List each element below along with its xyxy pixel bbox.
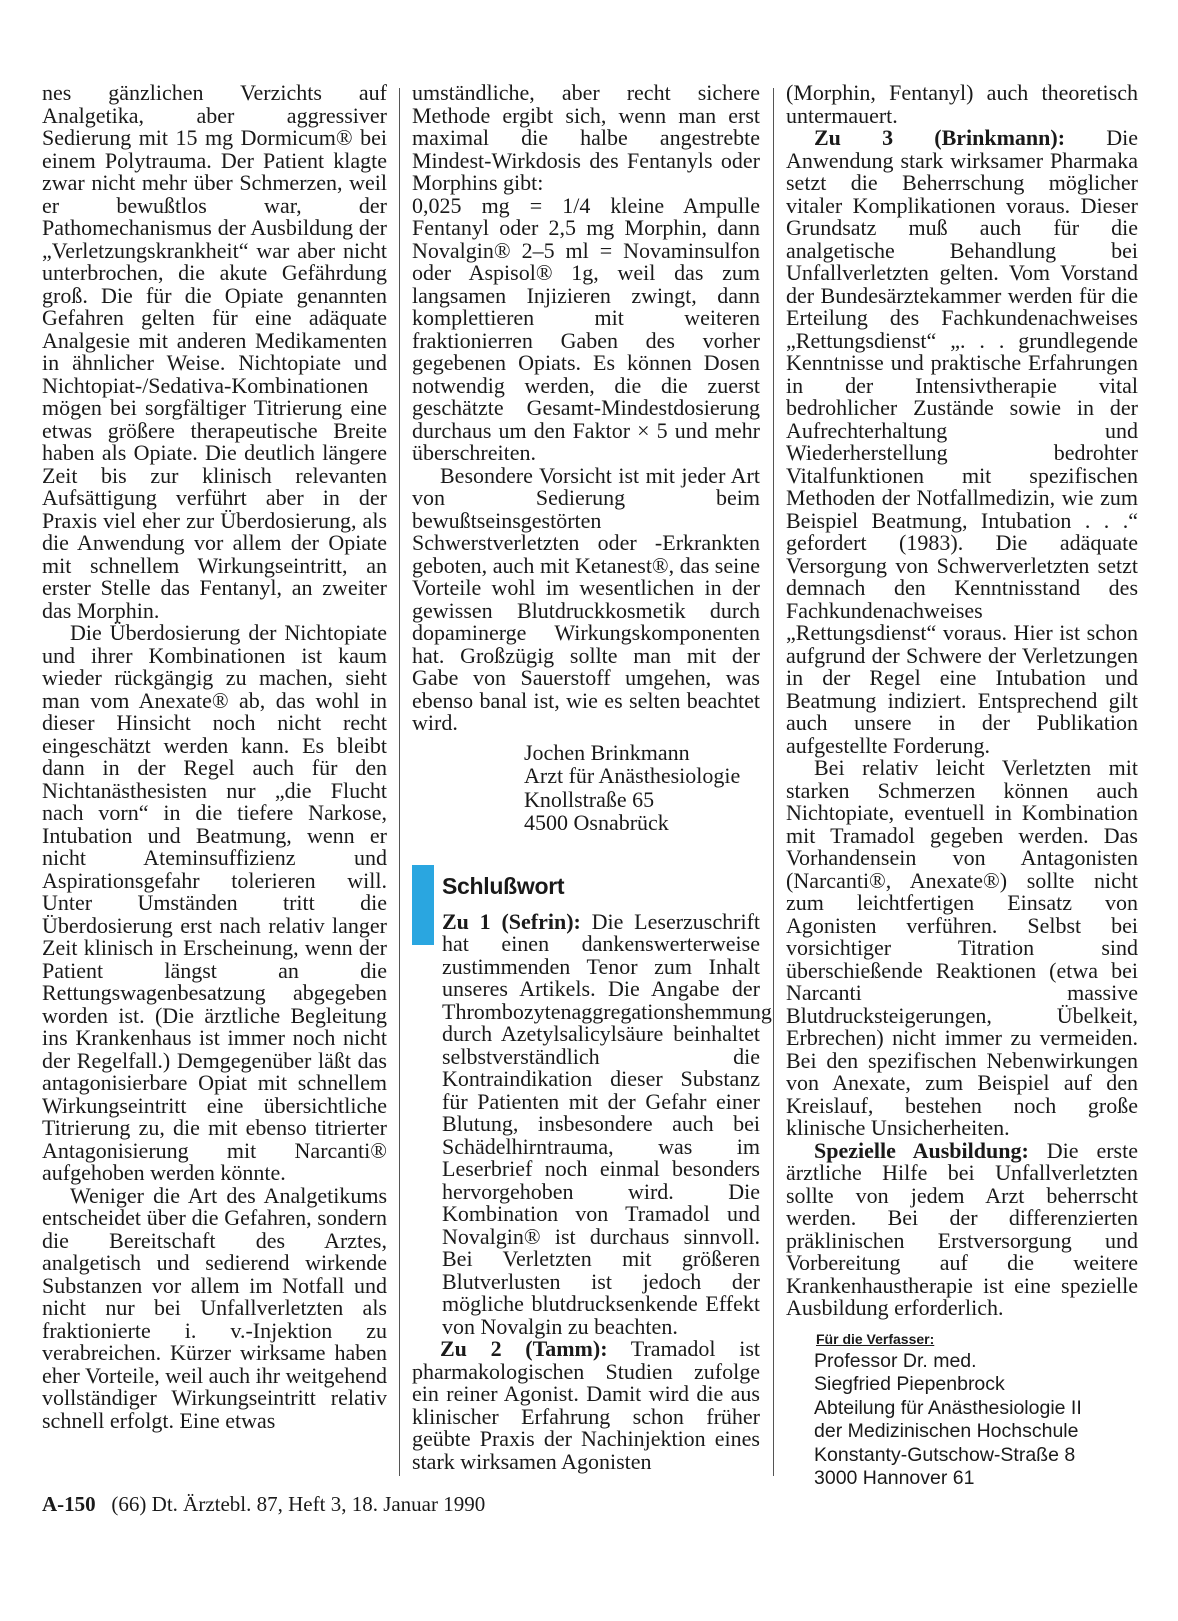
column-3 [786, 82, 1138, 1491]
paragraph-spezielle-ausbildung [786, 1137, 1138, 1320]
paragraph: Bei relativ leicht Verletzten mit starken Schmerzen können auch Nichtopiate, eventuell in Kombination mit Tramadol gegeben werden. Das Vorhandensein von Antagonisten (Narcanti®, Anexate®) sollte nicht zum leichtfertigen Einsatz von Agonisten verführen. Selbst bei vorsichtiger Titration sind überschießende Reaktionen (etwa bei Narcanti massive Blutdrucksteigerungen, Übelkeit, Erbrechen) nicht immer zu vermeiden. Bei den spezifischen Nebenwirkungen von Anexate, zum Beispiel auf den Kreislauf, bestehen noch große klinische Unsicherheiten. [786, 755, 1138, 1140]
reply-label: Zu 2 (Tamm): [440, 1336, 608, 1361]
reply-label: Zu 1 (Sefrin): [442, 908, 581, 934]
signature-line: Arzt für Anästhesiologie [524, 763, 741, 788]
reply-paragraph-zu3 [786, 127, 1138, 757]
column-2 [412, 80, 772, 1474]
reply-text: Die erste ärztliche Hilfe bei Unfallverletzten sollte von jedem Arzt beherrscht werden. Bei der differenzierten präklinischen Erstversorgung und Vorbereitung auf die weitere Krankenhaustherapie ist eine spezielle Ausbildung erforderlich. [786, 1137, 1138, 1320]
reply-text: Die Leserzuschrift hat einen dankenswerterweise zustimmenden Tenor zum Inhalt unseres Artikels. Die Angabe der Thrombozytenaggregationshemmung durch Azetylsalicylsäure beinhaltet selbstverständlich die Kontraindikation dieser Substanz für Patienten mit der Gefahr einer Blutung, insbesondere auch bei Schädelhirntrauma, was im Leserbrief noch einmal besonders hervorgehoben wird. Die Kombination von Tramadol und Novalgin® ist durchaus sinnvoll. Bei Verletzten mit größeren Blutverlusten ist jedoch der mögliche blutdrucksenkende Effekt von Novalgin zu beachten. [442, 908, 772, 1339]
section-color-bar [412, 865, 434, 945]
paragraph: 0,025 mg = 1/4 kleine Ampulle Fentanyl oder 2,5 mg Morphin, dann Novalgin® 2–5 ml = Novaminsulfon oder Aspisol® 1g, weil das zum langsamen Injizieren zwingt, dann komplettieren mit weiteren fraktionierren Gaben des vorher gegebenen Opiats. Es können Dosen notwendig werden, die die zuerst geschätzte Gesamt-Mindestdosierung durchaus um den Faktor × 5 und mehr überschreiten. [412, 192, 760, 465]
reply-text: Die Anwendung stark wirksamer Pharmaka setzt die Beherrschung möglicher vitaler Komplikationen voraus. Dieser Grundsatz muß auch für die analgetische Behandlung bei Unfallverletzten gelten. Vom Vorstand der Bundesärztekammer werden für die Erteilung des Fachkundenachweises „Rettungsdienst“ „. . . grundlegende Kenntnisse und praktische Erfahrungen in der Intensivtherapie vital bedrohlicher Zustände sowie in der Aufrechterhaltung und Wiederherstellung bedrohter Vitalfunktionen mit spezifischen Methoden der Notfallmedizin, wie zum Beispiel Beatmung, Intubation . . .“ gefordert (1983). Die adäquate Versorgung von Schwerverletzten setzt demnach den Kenntnisstand des Fachkundenachweises „Rettungsdienst“ voraus. Hier ist schon aufgrund der Schwere der Verletzungen in der Regel eine Intubation und Beatmung indiziert. Entsprechend gilt auch unsere in der Publikation aufgestellte Forderung. [786, 125, 1138, 758]
address-line: 3000 Hannover 61 [814, 1467, 975, 1489]
authors-address [814, 1350, 1138, 1491]
signature-line: Jochen Brinkmann [524, 739, 690, 765]
address-line: der Medizinischen Hochschule [814, 1420, 1079, 1442]
signature-line: 4500 Osnabrück [524, 810, 669, 835]
reply-label: Spezielle Ausbildung: [814, 1137, 1029, 1163]
letter-signature [524, 741, 760, 835]
column-1 [42, 82, 387, 1432]
reply-paragraph-zu2 [412, 1338, 760, 1473]
paragraph: (Morphin, Fentanyl) auch theoretisch untermauert. [786, 80, 1138, 128]
paragraph: Die Überdosierung der Nichtopiate und ihrer Kombinationen ist kaum wieder rückgängig zu machen, sieht man vom Anexate® ab, das wohl in dieser Hinsicht noch nicht recht eingeschätzt werden kann. Es bleibt dann in der Regel auch für den Nichtanästhesisten nur „die Flucht nach vorn“ in die tiefere Narkose, Intubation und Beatmung, wenn er nicht Ateminsuffizienz und Aspirationsgefahr tolerieren will. Unter Umständen tritt die Überdosierung erst nach relativ langer Zeit klinisch in Erscheinung, wenn der Patient längst an die Rettungswagenbesatzung abgegeben worden ist. (Die ärztliche Begleitung ins Krankenhaus ist immer noch nicht der Regelfall.) Demgegenüber läßt das antagonisierbare Opiat mit schnellem Wirkungseintritt eine übersichtliche Titrierung zu, die mit ebenso titrierter Antagonisierung mit Narcanti® aufgehoben werden könnte. [42, 620, 387, 1185]
address-line: Professor Dr. med. [814, 1349, 977, 1372]
authors-label: Für die Verfasser: [816, 1330, 935, 1347]
paragraph: Besondere Vorsicht ist mit jeder Art von Sedierung beim bewußtseinsgestörten Schwerstverletzten oder -Erkrankten geboten, auch mit Ketanest®, das seine Vorteile wohl im wesentlichen in der gewissen Blutdruckkosmetik durch dopaminerge Wirkungskomponenten hat. Großzügig sollte man mit der Gabe von Sauerstoff umgehen, was ebenso banal ist, wie es selten beachtet wird. [412, 462, 760, 735]
paragraph: Weniger die Art des Analgetikums entscheidet über die Gefahren, sondern die Bereitschaft des Arztes, analgetisch und sedierend wirkende Substanzen vor allem im Notfall und nicht nur bei Unfallverletzten als fraktionierte i. v.-Injektion zu verabreichen. Kürzer wirksame haben eher Vorteile, weil auch ihr weitgehend vollständiger Wirkungseintritt relativ schnell erfolgt. Eine etwas [42, 1182, 387, 1433]
address-line: Abteilung für Anästhesiologie II [814, 1396, 1082, 1419]
address-line: Konstanty-Gutschow-Straße 8 [814, 1443, 1076, 1466]
paragraph: umständliche, aber recht sichere Methode ergibt sich, wenn man erst maximal die halbe angestrebte Mindest-Wirkdosis des Fentanyls oder Morphins gibt: [412, 80, 760, 195]
section-header [412, 865, 760, 911]
signature-line: Knollstraße 65 [524, 786, 655, 812]
page-footer [42, 1492, 485, 1517]
reply-text: Tramadol ist pharmakologischen Studien zufolge ein reiner Agonist. Damit wird die aus klinischer Erfahrung schon früher geübte Praxis der Nachinjektion eines stark wirksamen Agonisten [412, 1336, 760, 1474]
address-line: Siegfried Piepenbrock [814, 1373, 1005, 1395]
reply-paragraph-zu1 [412, 908, 772, 1339]
citation: (66) Dt. Ärztebl. 87, Heft 3, 18. Januar 1990 [111, 1492, 486, 1516]
page-number: A-150 [42, 1492, 96, 1516]
reply-label: Zu 3 (Brinkmann): [814, 125, 1066, 150]
paragraph: nes gänzlichen Verzichts auf Analgetika, aber aggressiver Sedierung mit 15 mg Dormicum® bei einem Polytrauma. Der Patient klagte zwar nicht mehr über Schmerzen, weil er bewußtlos war, der Pathomechanismus der Ausbildung der „Verletzungskrankheit“ war aber nicht unterbrochen, die akute Gefährdung groß. Die für die Opiate genannten Gefahren gelten für eine adäquate Analgesie mit anderen Medikamenten in ähnlicher Weise. Nichtopiate und Nichtopiat-/Sedativa-Kombinationen mögen bei sorgfältiger Titrierung eine etwas größere therapeutische Breite haben als Opiate. Die deutlich längere Zeit bis zur klinisch relevanten Aufsättigung verführt aber in der Praxis viel eher zur Überdosierung, als die Anwendung vor allem der Opiate mit schnellem Wirkungseintritt, an erster Stelle das Fentanyl, an zweiter das Morphin. [42, 80, 387, 623]
column-rule-2 [773, 88, 774, 1476]
column-rule-1 [399, 88, 400, 1476]
section-title: Schlußwort [442, 872, 565, 899]
